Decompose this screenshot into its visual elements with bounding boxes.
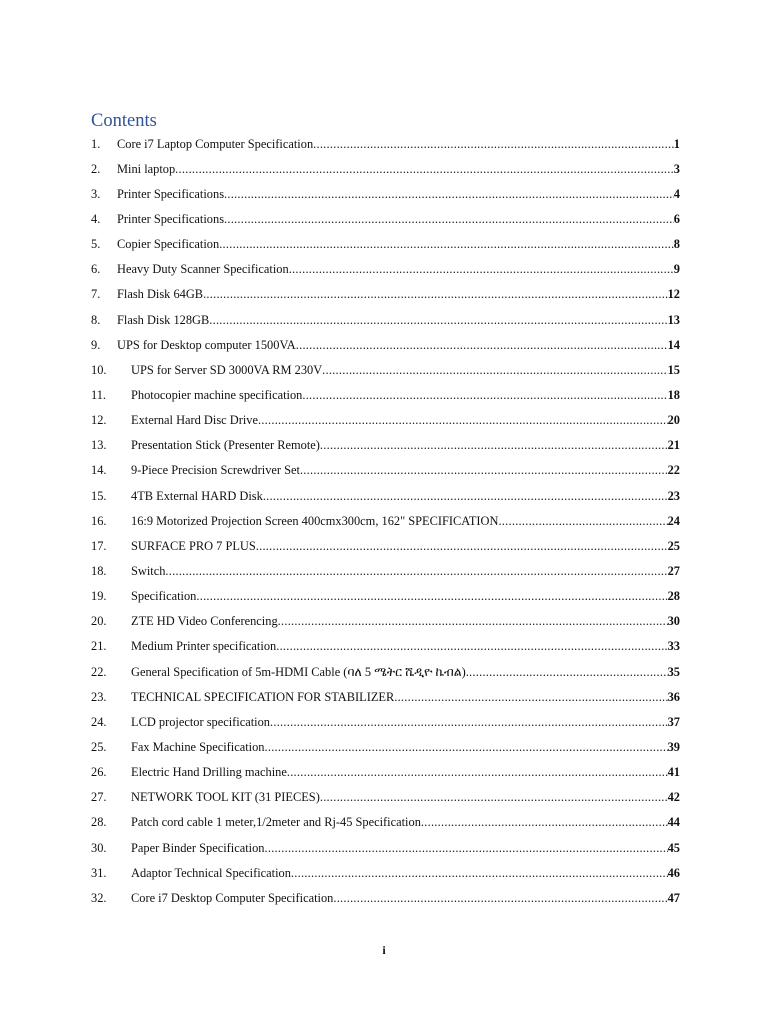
- toc-entry-title[interactable]: 9-Piece Precision Screwdriver Set: [131, 463, 300, 478]
- toc-entry-number: 6.: [91, 262, 101, 277]
- toc-dot-leader: [322, 363, 667, 377]
- toc-entry[interactable]: [91, 785, 680, 810]
- toc-entry-page: 6: [673, 211, 680, 226]
- toc-entry-title[interactable]: Fax Machine Specification: [131, 739, 265, 754]
- toc-entry-number: 26.: [91, 765, 107, 780]
- toc-entry-title[interactable]: ZTE HD Video Conferencing: [131, 614, 278, 629]
- toc-entry[interactable]: [91, 458, 680, 483]
- toc-dot-leader: [224, 212, 674, 226]
- toc-dot-leader: [466, 665, 668, 679]
- toc-entry-number: 11.: [91, 387, 107, 402]
- toc-entry[interactable]: [91, 835, 680, 860]
- toc-dot-leader: [224, 187, 674, 201]
- toc-entry-page: 1: [673, 136, 680, 151]
- toc-entry-title[interactable]: NETWORK TOOL KIT (31 PIECES): [131, 790, 320, 805]
- toc-entry[interactable]: [91, 408, 680, 433]
- toc-entry-page: 13: [667, 312, 680, 327]
- toc-entry-page: 46: [667, 865, 680, 880]
- toc-entry-number: 19.: [91, 589, 107, 604]
- toc-entry-title[interactable]: UPS for Desktop computer 1500VA: [117, 337, 296, 352]
- toc-entry-title[interactable]: Flash Disk 128GB: [117, 312, 210, 327]
- toc-entry[interactable]: [91, 307, 680, 332]
- toc-dot-leader: [265, 740, 668, 754]
- toc-entry-page: 47: [667, 890, 680, 905]
- toc-dot-leader: [165, 564, 667, 578]
- toc-entry-number: 28.: [91, 815, 107, 830]
- toc-entry[interactable]: [91, 584, 680, 609]
- toc-entry-title[interactable]: Photocopier machine specification: [131, 387, 303, 402]
- toc-entry-title[interactable]: Adaptor Technical Specification: [131, 865, 291, 880]
- toc-dot-leader: [256, 539, 668, 553]
- toc-entry-page: 36: [667, 689, 680, 704]
- toc-entry[interactable]: [91, 282, 680, 307]
- toc-dot-leader: [287, 765, 668, 779]
- toc-entry[interactable]: [91, 357, 680, 382]
- toc-entry[interactable]: [91, 533, 680, 558]
- toc-entry[interactable]: [91, 156, 680, 181]
- toc-entry-number: 5.: [91, 237, 101, 252]
- toc-dot-leader: [320, 790, 668, 804]
- toc-entry-title[interactable]: Patch cord cable 1 meter,1/2meter and Rj-45 Specification: [131, 815, 421, 830]
- toc-entry-title[interactable]: Core i7 Desktop Computer Specification: [131, 890, 334, 905]
- toc-entry-title[interactable]: Core i7 Laptop Computer Specification: [117, 136, 314, 151]
- toc-entry-title[interactable]: Medium Printer specification: [131, 639, 277, 654]
- toc-entry-page: 42: [667, 790, 680, 805]
- toc-entry-number: 27.: [91, 790, 107, 805]
- toc-entry-page: 28: [667, 589, 680, 604]
- toc-dot-leader: [302, 388, 667, 402]
- toc-entry[interactable]: [91, 860, 680, 885]
- toc-entry[interactable]: [91, 206, 680, 231]
- toc-entry-number: 10.: [91, 362, 107, 377]
- toc-dot-leader: [320, 438, 668, 452]
- toc-entry[interactable]: [91, 558, 680, 583]
- toc-entry-title[interactable]: Mini laptop: [117, 161, 176, 176]
- toc-entry-page: 44: [667, 815, 680, 830]
- toc-entry-number: 20.: [91, 614, 107, 629]
- toc-entry-page: 33: [667, 639, 680, 654]
- toc-dot-leader: [203, 287, 668, 301]
- toc-entry-number: 12.: [91, 413, 107, 428]
- toc-entry[interactable]: [91, 810, 680, 835]
- toc-entry-number: 25.: [91, 739, 107, 754]
- toc-entry-page: 12: [667, 287, 680, 302]
- toc-entry[interactable]: [91, 760, 680, 785]
- toc-entry-number: 24.: [91, 714, 107, 729]
- toc-entry-number: 13.: [91, 438, 107, 453]
- toc-entry-page: 39: [667, 739, 680, 754]
- toc-dot-leader: [219, 237, 674, 251]
- toc-entry-number: 18.: [91, 563, 107, 578]
- toc-entry-page: 45: [667, 840, 680, 855]
- toc-entry-title[interactable]: General Specification of 5m-HDMI Cable (ባለ 5 ሜትር ሼዲዮ ኬብል): [131, 664, 466, 679]
- toc-entry[interactable]: [91, 508, 680, 533]
- toc-dot-leader: [175, 162, 674, 176]
- toc-entry-title[interactable]: External Hard Disc Drive: [131, 413, 258, 428]
- toc-entry-page: 27: [667, 563, 680, 578]
- toc-entry-page: 8: [673, 237, 680, 252]
- page-number: i: [382, 943, 386, 957]
- toc-heading: Contents: [91, 111, 157, 131]
- toc-entry-title[interactable]: Printer Specifications: [117, 211, 225, 226]
- toc-entry-title[interactable]: SURFACE PRO 7 PLUS: [131, 538, 256, 553]
- toc-entry-number: 32.: [91, 890, 107, 905]
- toc-dot-leader: [394, 690, 667, 704]
- toc-entry[interactable]: [91, 181, 680, 206]
- toc-entry-title[interactable]: Paper Binder Specification: [131, 840, 265, 855]
- toc-entry-page: 41: [667, 765, 680, 780]
- toc-entry-title[interactable]: LCD projector specification: [131, 714, 271, 729]
- toc-entry-number: 1.: [91, 136, 101, 151]
- toc-entry-number: 9.: [91, 337, 101, 352]
- toc-entry-title[interactable]: Flash Disk 64GB: [117, 287, 204, 302]
- toc-dot-leader: [196, 589, 667, 603]
- toc-entry-number: 7.: [91, 287, 101, 302]
- toc-dot-leader: [265, 841, 668, 855]
- toc-entry-title[interactable]: Copier Specification: [117, 237, 220, 252]
- toc-entry-page: 18: [667, 387, 680, 402]
- toc-dot-leader: [289, 262, 674, 276]
- toc-entry-number: 22.: [91, 664, 107, 679]
- toc-entry-title[interactable]: 4TB External HARD Disk: [131, 488, 263, 503]
- toc-dot-leader: [421, 815, 668, 829]
- toc-entry-number: 16.: [91, 513, 107, 528]
- toc-entry-page: 24: [667, 513, 680, 528]
- toc-entry-number: 15.: [91, 488, 107, 503]
- toc-entry-page: 30: [667, 614, 680, 629]
- toc-dot-leader: [300, 463, 668, 477]
- toc-dot-leader: [258, 413, 668, 427]
- toc-entry-page: 20: [667, 413, 680, 428]
- toc-entry-number: 23.: [91, 689, 107, 704]
- toc-entry[interactable]: [91, 433, 680, 458]
- toc-entry[interactable]: [91, 483, 680, 508]
- toc-entry-number: 31.: [91, 865, 107, 880]
- toc-dot-leader: [263, 489, 668, 503]
- toc-entry-page: 14: [667, 337, 680, 352]
- toc-entry-page: 3: [673, 161, 680, 176]
- toc-entry-title[interactable]: Heavy Duty Scanner Specification: [117, 262, 289, 277]
- toc-entry[interactable]: [91, 257, 680, 282]
- toc-dot-leader: [209, 313, 667, 327]
- toc-entry-number: 30.: [91, 840, 107, 855]
- toc-entry-number: 3.: [91, 186, 101, 201]
- toc-entry-page: 9: [673, 262, 680, 277]
- toc-entry[interactable]: [91, 332, 680, 357]
- toc-dot-leader: [498, 514, 667, 528]
- toc-entry-number: 2.: [91, 161, 101, 176]
- table-of-contents: [91, 131, 680, 910]
- toc-entry[interactable]: [91, 659, 680, 684]
- toc-dot-leader: [270, 715, 668, 729]
- toc-entry[interactable]: [91, 131, 680, 156]
- toc-entry-title[interactable]: Printer Specifications: [117, 186, 225, 201]
- toc-entry-page: 21: [667, 438, 680, 453]
- toc-entry[interactable]: [91, 734, 680, 759]
- toc-entry-title[interactable]: Electric Hand Drilling machine: [131, 765, 287, 780]
- toc-entry-title[interactable]: Switch: [131, 563, 166, 578]
- toc-entry-title[interactable]: 16:9 Motorized Projection Screen 400cmx300cm, 162" SPECIFICATION: [131, 513, 499, 528]
- toc-entry-page: 25: [667, 538, 680, 553]
- toc-entry-page: 4: [673, 186, 680, 201]
- toc-entry[interactable]: [91, 609, 680, 634]
- toc-dot-leader: [276, 639, 667, 653]
- toc-entry-number: 17.: [91, 538, 107, 553]
- toc-entry-number: 21.: [91, 639, 107, 654]
- toc-entry-page: 37: [667, 714, 680, 729]
- toc-entry[interactable]: [91, 232, 680, 257]
- toc-entry[interactable]: [91, 885, 680, 910]
- toc-dot-leader: [278, 614, 668, 628]
- toc-entry-title[interactable]: Specification: [131, 589, 197, 604]
- toc-entry-title[interactable]: UPS for Server SD 3000VA RM 230V: [131, 362, 323, 377]
- toc-entry[interactable]: [91, 709, 680, 734]
- toc-entry-page: 22: [667, 463, 680, 478]
- toc-entry-title[interactable]: TECHNICAL SPECIFICATION FOR STABILIZER: [131, 689, 395, 704]
- toc-entry-page: 35: [667, 664, 680, 679]
- toc-entry-number: 8.: [91, 312, 101, 327]
- toc-entry-page: 23: [667, 488, 680, 503]
- toc-entry[interactable]: [91, 382, 680, 407]
- toc-dot-leader: [296, 338, 668, 352]
- toc-entry-title[interactable]: Presentation Stick (Presenter Remote): [131, 438, 320, 453]
- toc-entry-page: 15: [667, 362, 680, 377]
- toc-dot-leader: [313, 137, 674, 151]
- toc-entry-number: 14.: [91, 463, 107, 478]
- toc-entry[interactable]: [91, 684, 680, 709]
- toc-entry-number: 4.: [91, 211, 101, 226]
- toc-dot-leader: [291, 866, 668, 880]
- toc-entry[interactable]: [91, 634, 680, 659]
- toc-dot-leader: [333, 891, 667, 905]
